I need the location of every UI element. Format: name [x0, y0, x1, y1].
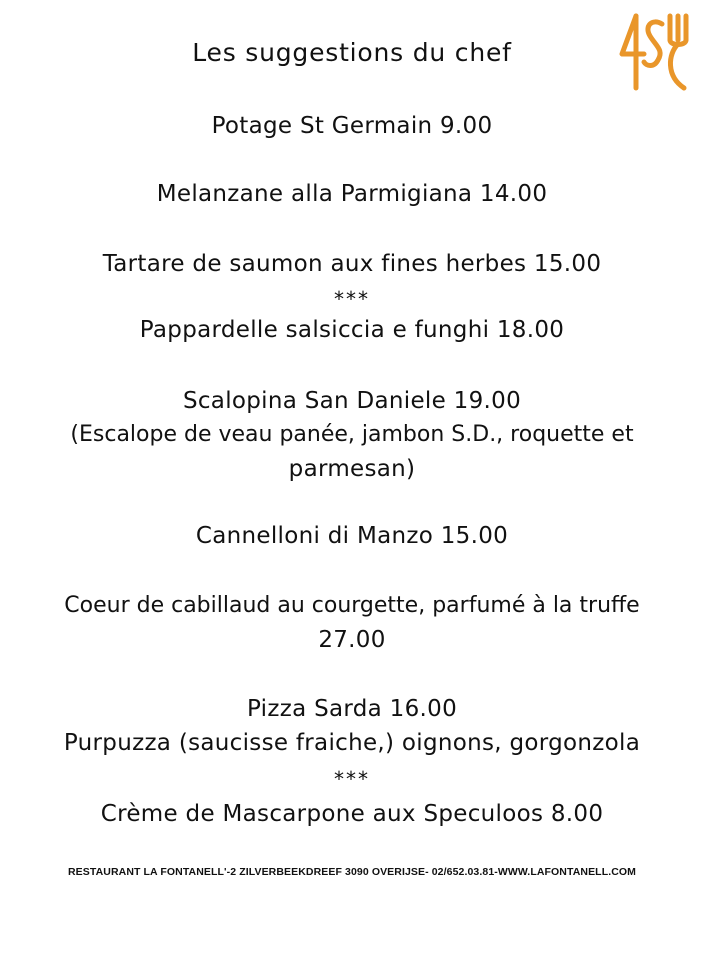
- menu-item-pizza: Pizza Sarda 16.00: [247, 696, 457, 722]
- menu-item-cabillaud: Coeur de cabillaud au courgette, parfumé à la truffe: [64, 593, 640, 618]
- menu-item-creme: Crème de Mascarpone aux Speculoos 8.00: [100, 801, 604, 827]
- menu-item-scalopina-description: (Escalope de veau panée, jambon S.D., roquette et: [70, 422, 634, 447]
- menu-item-potage: Potage St Germain 9.00: [211, 113, 493, 139]
- menu-item-scalopina: Scalopina San Daniele 19.00: [182, 388, 522, 414]
- menu-item-tartare: Tartare de saumon aux fines herbes 15.00: [102, 251, 602, 277]
- menu-item-cannelloni: Cannelloni di Manzo 15.00: [195, 523, 509, 549]
- menu-separator: ***: [334, 767, 370, 791]
- menu-item-pizza-description: Purpuzza (saucisse fraiche,) oignons, gorgonzola: [63, 730, 641, 756]
- restaurant-footer: RESTAURANT LA FONTANELL'-2 ZILVERBEEKDREEF 3090 OVERIJSE- 02/652.03.81-WWW.LAFONTANELL.COM: [67, 866, 637, 878]
- menu-item-cabillaud-price: 27.00: [318, 627, 386, 653]
- menu-item-melanzane: Melanzane alla Parmigiana 14.00: [156, 181, 548, 207]
- menu-item-scalopina-description-cont: parmesan): [288, 456, 416, 482]
- menu-title: Les suggestions du chef: [192, 38, 512, 67]
- menu-item-pappardelle: Pappardelle salsiccia e funghi 18.00: [139, 317, 565, 343]
- menu-separator: ***: [334, 287, 370, 311]
